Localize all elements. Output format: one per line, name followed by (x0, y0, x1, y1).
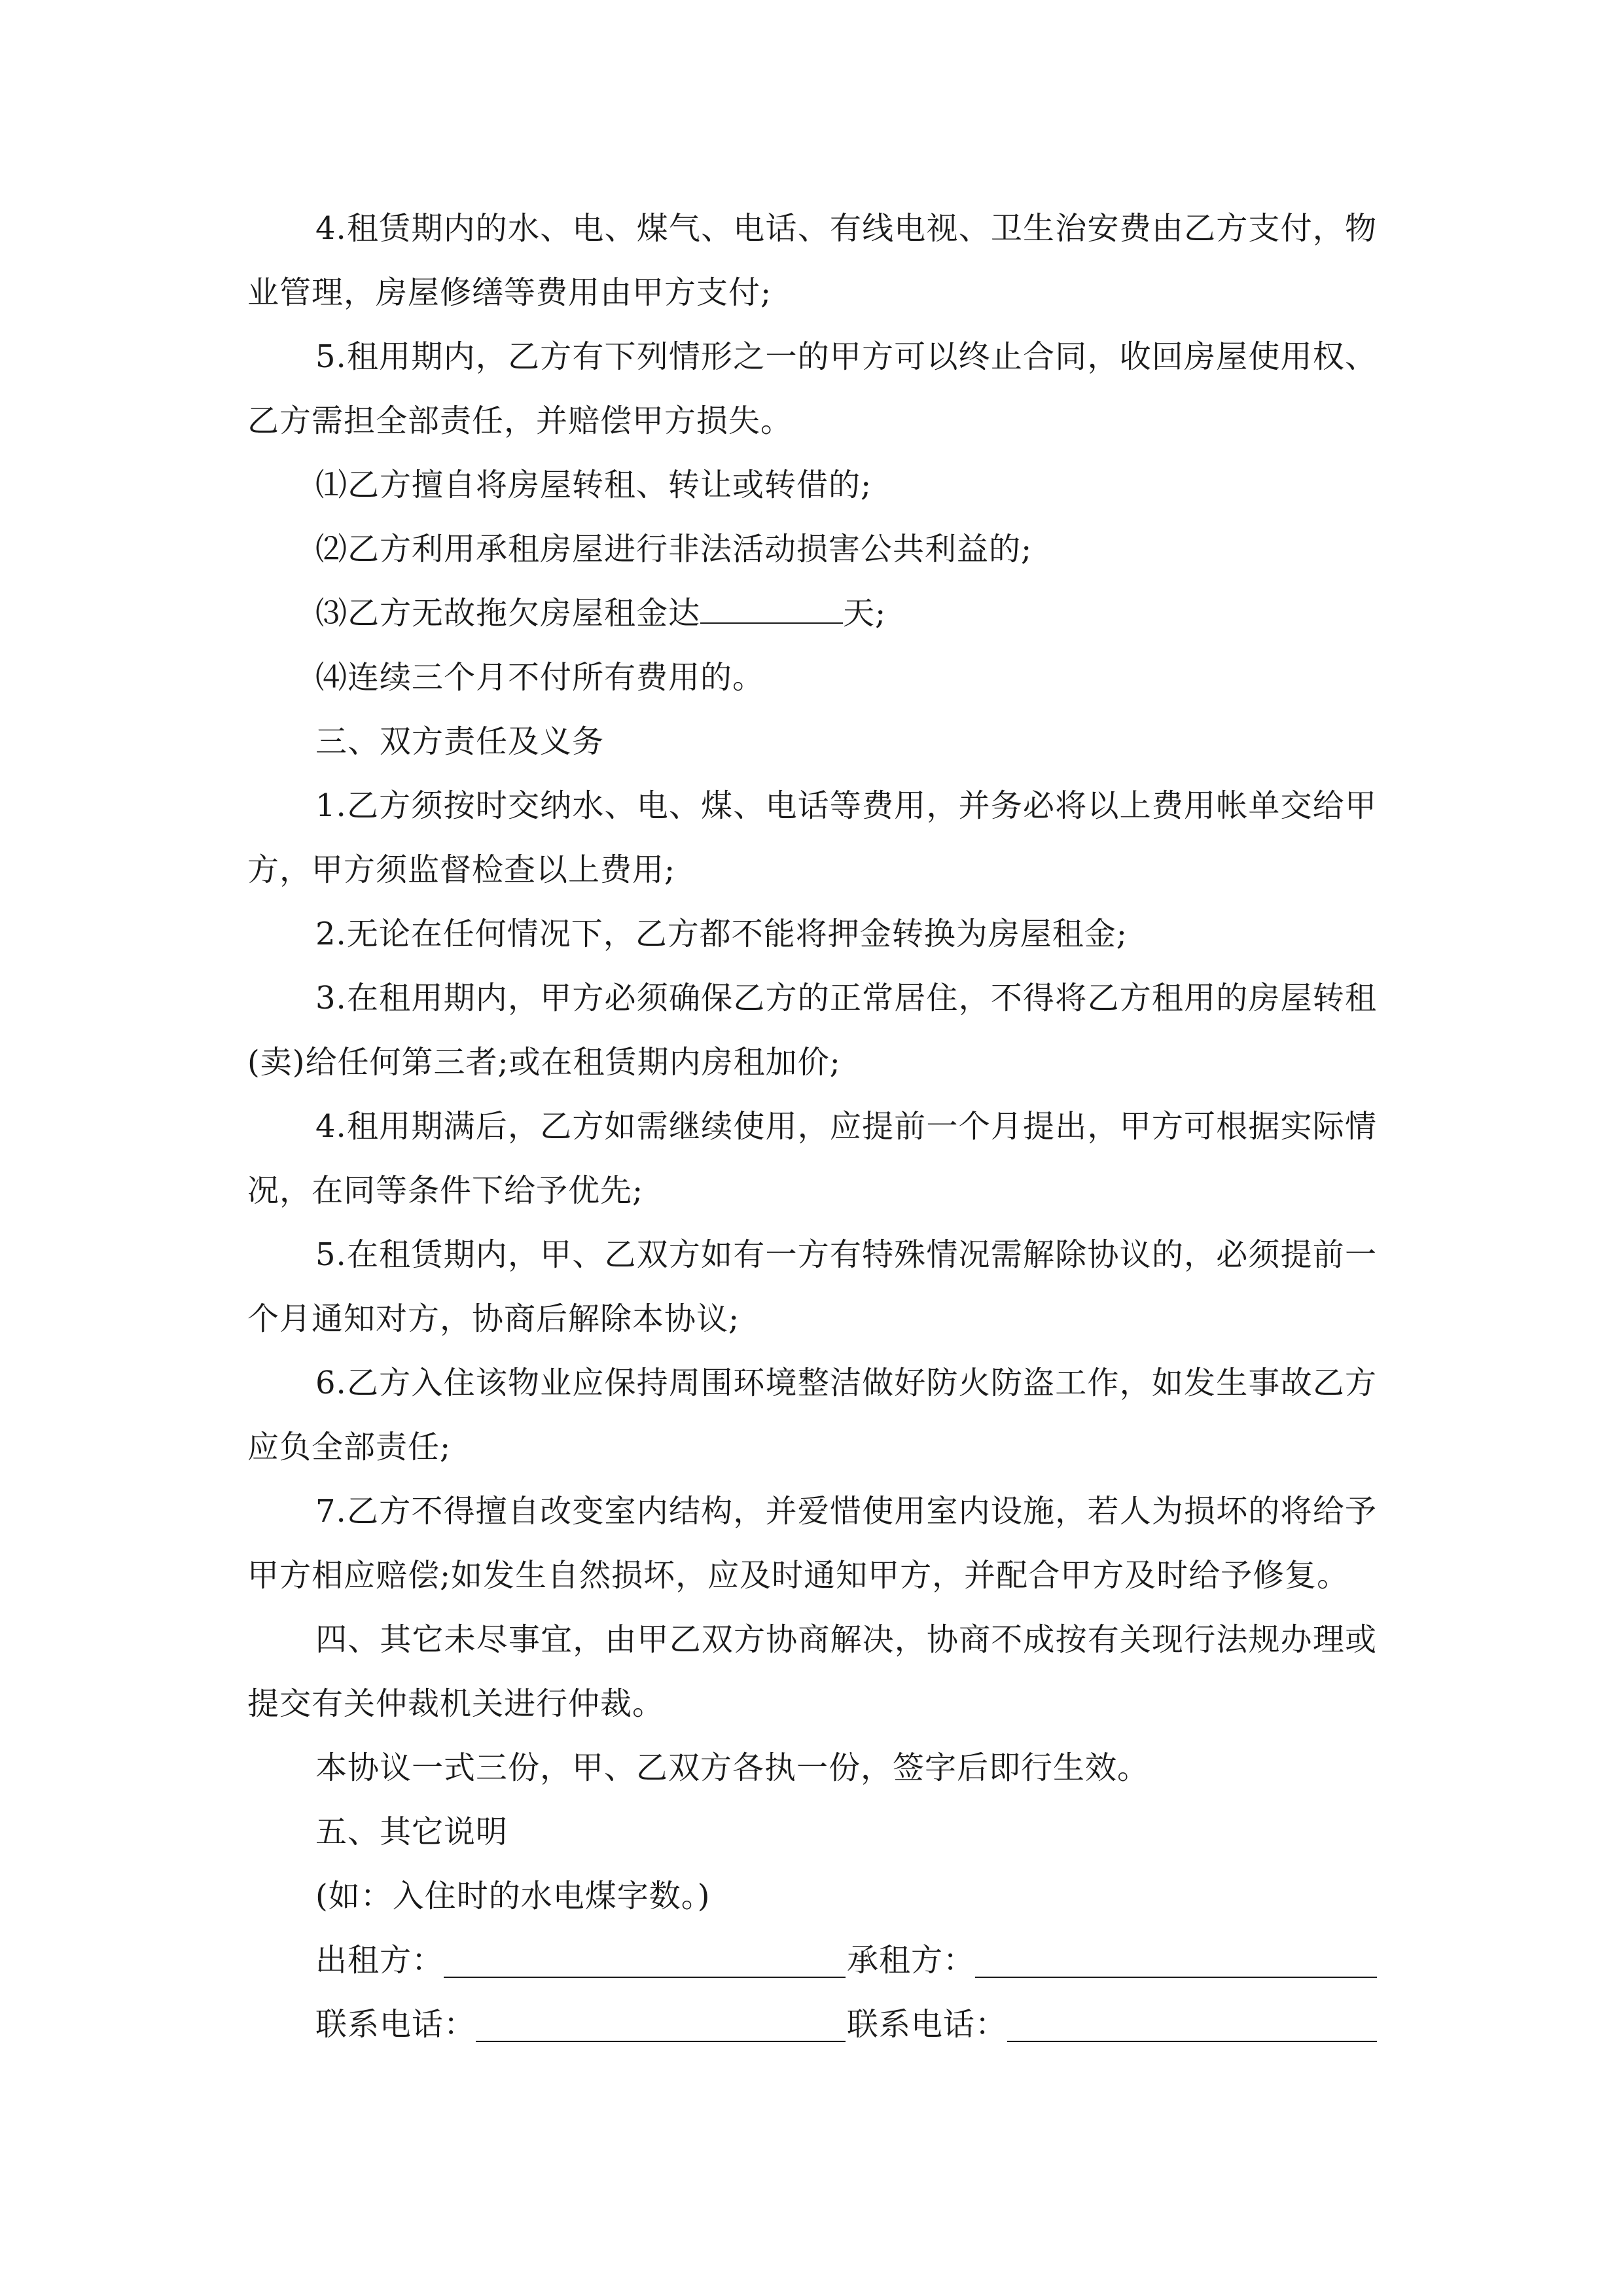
lessee-phone-line[interactable] (1007, 2041, 1377, 2042)
lessee-label: 承租方： (847, 1942, 976, 1979)
duty-1: 1.乙方须按时交纳水、电、煤、电话等费用，并务必将以上费用帐单交给甲方，甲方须监督检查以上费用; (247, 787, 1377, 888)
lessor-label: 出租方： (315, 1942, 444, 1979)
copies-clause: 本协议一式三份，甲、乙双方各执一份，签字后即行生效。 (315, 1749, 1150, 1786)
lessor-phone (315, 1992, 847, 2056)
lessee-phone-label: 联系电话： (847, 2006, 1008, 2043)
document-body (247, 196, 1377, 2056)
clause-5-termination: 5.租用期内，乙方有下列情形之一的甲方可以终止合同，收回房屋使用权、乙方需担全部责任，并赔偿甲方损失。 (247, 338, 1377, 439)
termination-item-1: ⑴乙方擅自将房屋转租、转让或转借的; (315, 467, 872, 503)
lessor-phone-line[interactable] (476, 2041, 846, 2042)
duty-2: 2.无论在任何情况下，乙方都不能将押金转换为房屋租金; (315, 916, 1128, 952)
signature-row-phones (247, 1992, 1377, 2056)
section-4-clause: 四、其它未尽事宜，由甲乙双方协商解决，协商不成按有关现行法规办理或提交有关仲裁机关进行仲裁。 (247, 1621, 1377, 1722)
lessor-signature-line[interactable] (444, 1977, 846, 1978)
section-5-heading: 五、其它说明 (315, 1814, 508, 1850)
duty-7: 7.乙方不得擅自改变室内结构，并爱惜使用室内设施，若人为损坏的将给予甲方相应赔偿;如发生自然损坏，应及时通知甲方，并配合甲方及时给予修复。 (247, 1493, 1377, 1594)
termination-item-3-text: ⑶乙方无故拖欠房屋租金达 (315, 595, 701, 632)
signature-row-parties (247, 1928, 1377, 1992)
termination-item-2: ⑵乙方利用承租房屋进行非法活动损害公共利益的; (315, 531, 1033, 567)
clause-4-utilities: 4.租赁期内的水、电、煤气、电话、有线电视、卫生治安费由乙方支付，物业管理，房屋修缮等费用由甲方支付; (247, 210, 1377, 311)
section-5-note: (如：入住时的水电煤字数。) (315, 1878, 711, 1914)
lessor-phone-label: 联系电话： (315, 2006, 476, 2043)
termination-item-3 (247, 581, 1377, 645)
duty-6: 6.乙方入住该物业应保持周围环境整洁做好防火防盗工作，如发生事故乙方应负全部责任; (247, 1365, 1377, 1465)
days-blank-field[interactable] (700, 587, 843, 624)
duty-4: 4.租用期满后，乙方如需继续使用，应提前一个月提出，甲方可根据实际情况，在同等条件下给予优先; (247, 1108, 1377, 1209)
termination-item-4: ⑷连续三个月不付所有费用的。 (315, 659, 765, 696)
lessee-signature-line[interactable] (975, 1977, 1377, 1978)
lessee-signature (847, 1928, 1377, 1992)
lessee-phone (847, 1992, 1377, 2056)
lessor-signature (315, 1928, 847, 1992)
duty-5: 5.在租赁期内，甲、乙双方如有一方有特殊情况需解除协议的，必须提前一个月通知对方，协商后解除本协议; (247, 1236, 1377, 1337)
termination-item-3-suffix: 天; (843, 595, 887, 632)
section-3-heading: 三、双方责任及义务 (315, 723, 605, 760)
duty-3: 3.在租用期内，甲方必须确保乙方的正常居住，不得将乙方租用的房屋转租(卖)给任何第三者;或在租赁期内房租加价; (247, 980, 1377, 1081)
